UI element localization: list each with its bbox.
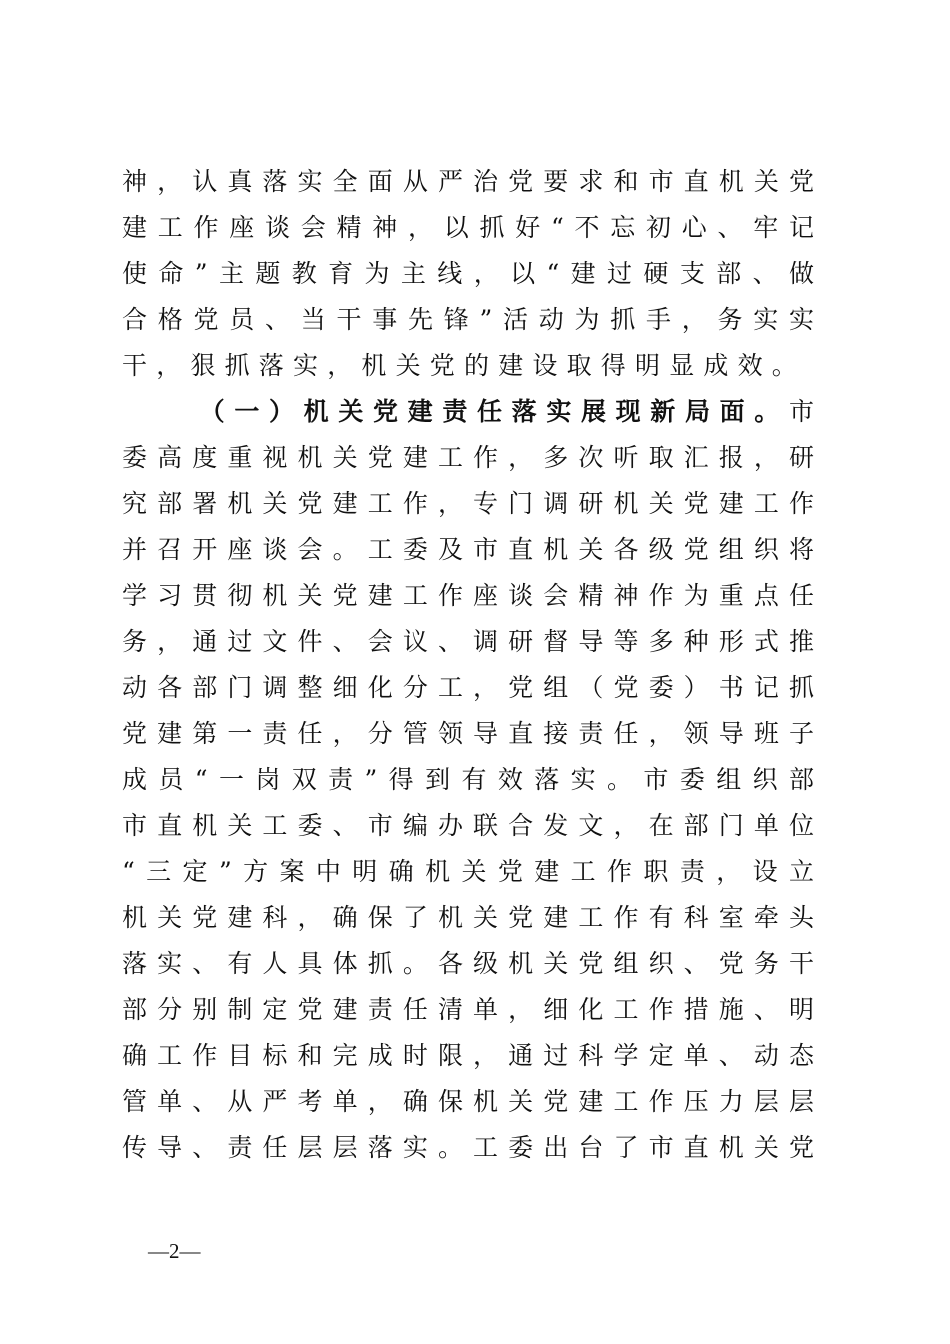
section-text-line: 成员“一岗双责”得到有效落实。市委组织部 — [122, 765, 814, 794]
section-text-line: 并召开座谈会。工委及市直机关各级党组织将 — [122, 535, 814, 564]
section-text-line: 党建第一责任，分管领导直接责任，领导班子 — [122, 719, 814, 748]
page-number: —2— — [148, 1239, 201, 1263]
body-text-line: 使命”主题教育为主线，以“建过硬支部、做 — [122, 259, 814, 288]
section-first-line-tail: 市 — [788, 397, 814, 426]
body-text-line: 建工作座谈会精神，以抓好“不忘初心、牢记 — [122, 213, 814, 242]
section-text-line: 部分别制定党建责任清单，细化工作措施、明 — [122, 995, 814, 1024]
section-text-line: 市直机关工委、市编办联合发文，在部门单位 — [122, 811, 814, 840]
section-heading: （一）机关党建责任落实展现新局面。 — [190, 397, 789, 426]
section-text-line: 究部署机关党建工作，专门调研机关党建工作 — [122, 489, 814, 518]
section-text-line: 机关党建科，确保了机关党建工作有科室牵头 — [122, 903, 814, 932]
section-text-line: 动各部门调整细化分工，党组（党委）书记抓 — [122, 673, 814, 702]
section-text-line: 管单、从严考单，确保机关党建工作压力层层 — [122, 1087, 814, 1116]
section-text-line: 传导、责任层层落实。工委出台了市直机关党 — [122, 1133, 814, 1162]
body-text-line: 干，狠抓落实，机关党的建设取得明显成效。 — [122, 351, 807, 380]
section-text-line: 确工作目标和完成时限，通过科学定单、动态 — [122, 1041, 814, 1070]
section-text-line: 委高度重视机关党建工作，多次听取汇报，研 — [122, 443, 814, 472]
section-text-line: 落实、有人具体抓。各级机关党组织、党务干 — [122, 949, 814, 978]
section-heading-line — [122, 392, 814, 432]
section-text-line: 务，通过文件、会议、调研督导等多种形式推 — [122, 627, 814, 656]
section-text-line: “三定”方案中明确机关党建工作职责，设立 — [122, 857, 814, 886]
section-text-line: 学习贯彻机关党建工作座谈会精神作为重点任 — [122, 581, 814, 610]
body-text-line: 神，认真落实全面从严治党要求和市直机关党 — [122, 167, 814, 196]
body-text-line: 合格党员、当干事先锋”活动为抓手，务实实 — [122, 305, 814, 334]
